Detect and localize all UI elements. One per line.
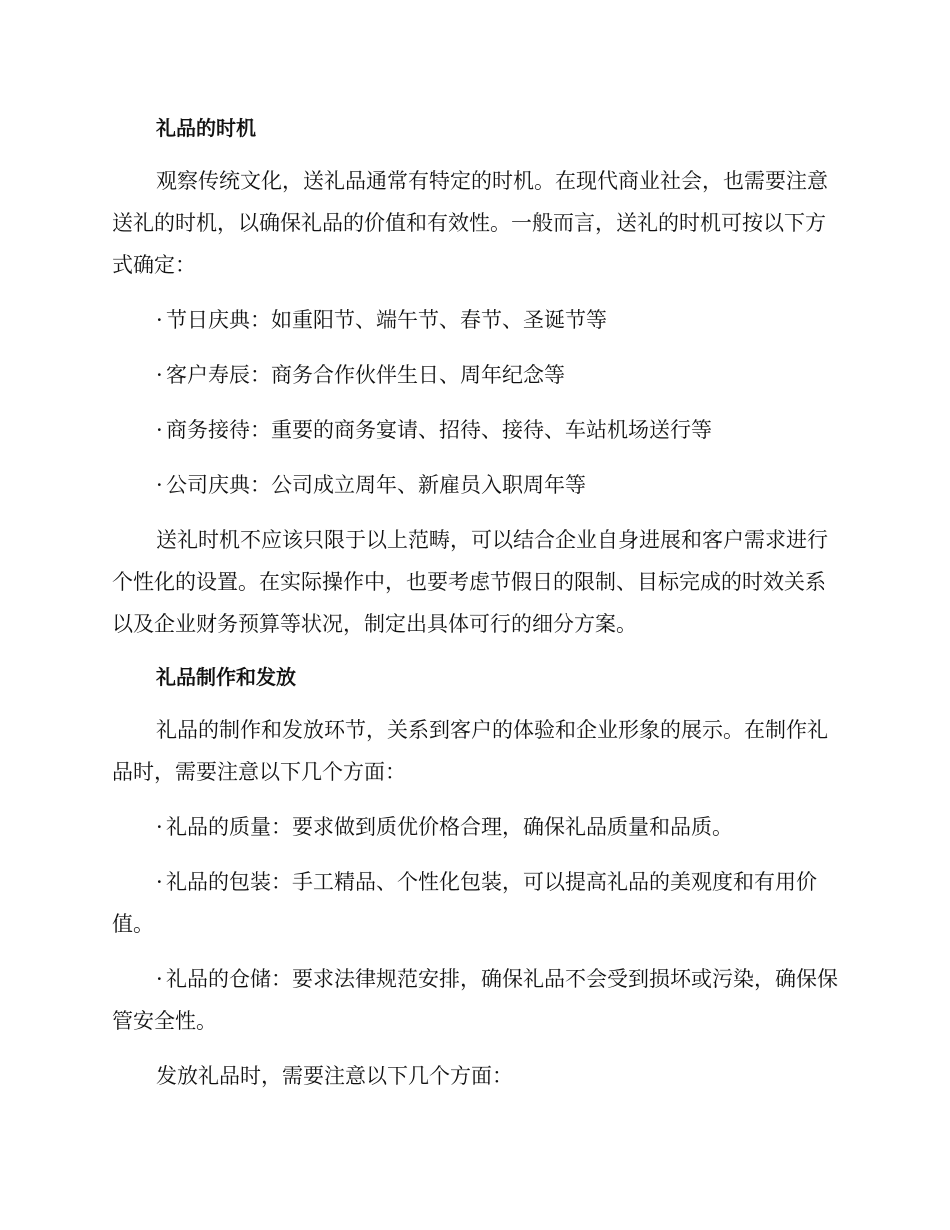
- bullet-item: [112, 409, 838, 451]
- section-heading-gift-production: 礼品制作和发放: [156, 665, 296, 689]
- paragraph-gift-production-intro: 礼品的制作和发放环节，关系到客户的体验和企业形象的展示。在制作礼品时，需要注意以下几个方面：: [112, 718, 828, 784]
- section-heading-gift-timing: 礼品的时机: [156, 116, 256, 140]
- bullet-dot: ·: [156, 308, 163, 332]
- bullet-text: 客户寿辰：商务合作伙伴生日、周年纪念等: [166, 363, 565, 387]
- bullet-dot: ·: [156, 815, 163, 839]
- bullet-dot: ·: [156, 418, 163, 442]
- bullet-dot: ·: [156, 870, 163, 894]
- bullet-item: [112, 354, 838, 396]
- bullet-item: [112, 958, 838, 1042]
- bullet-dot: ·: [156, 473, 163, 497]
- bullet-dot: ·: [156, 967, 163, 991]
- bullet-item: [112, 299, 838, 341]
- bullet-dot: ·: [156, 363, 163, 387]
- bullet-text: 礼品的仓储：要求法律规范安排，确保礼品不会受到损坏或污染，确保保管安全性。: [112, 967, 838, 1033]
- bullet-item: [112, 464, 838, 506]
- paragraph-gift-distribution: 发放礼品时，需要注意以下几个方面：: [156, 1064, 513, 1088]
- bullet-item: [112, 861, 838, 945]
- bullet-item: [112, 806, 838, 848]
- bullet-text: 公司庆典：公司成立周年、新雇员入职周年等: [166, 473, 586, 497]
- bullet-text: 商务接待：重要的商务宴请、招待、接待、车站机场送行等: [166, 418, 712, 442]
- bullet-text: 节日庆典：如重阳节、端午节、春节、圣诞节等: [166, 308, 607, 332]
- paragraph-gift-timing-closing: 送礼时机不应该只限于以上范畴，可以结合企业自身进展和客户需求进行个性化的设置。在实际操作中，也要考虑节假日的限制、目标完成的时效关系以及企业财务预算等状况，制定出具体可行的细分方案。: [112, 528, 828, 636]
- bullet-text: 礼品的包装：手工精品、个性化包装，可以提高礼品的美观度和有用价值。: [112, 870, 817, 936]
- bullet-text: 礼品的质量：要求做到质优价格合理，确保礼品质量和品质。: [166, 815, 733, 839]
- paragraph-gift-timing-intro: 观察传统文化，送礼品通常有特定的时机。在现代商业社会，也需要注意送礼的时机，以确保礼品的价值和有效性。一般而言，送礼的时机可按以下方式确定：: [112, 169, 828, 277]
